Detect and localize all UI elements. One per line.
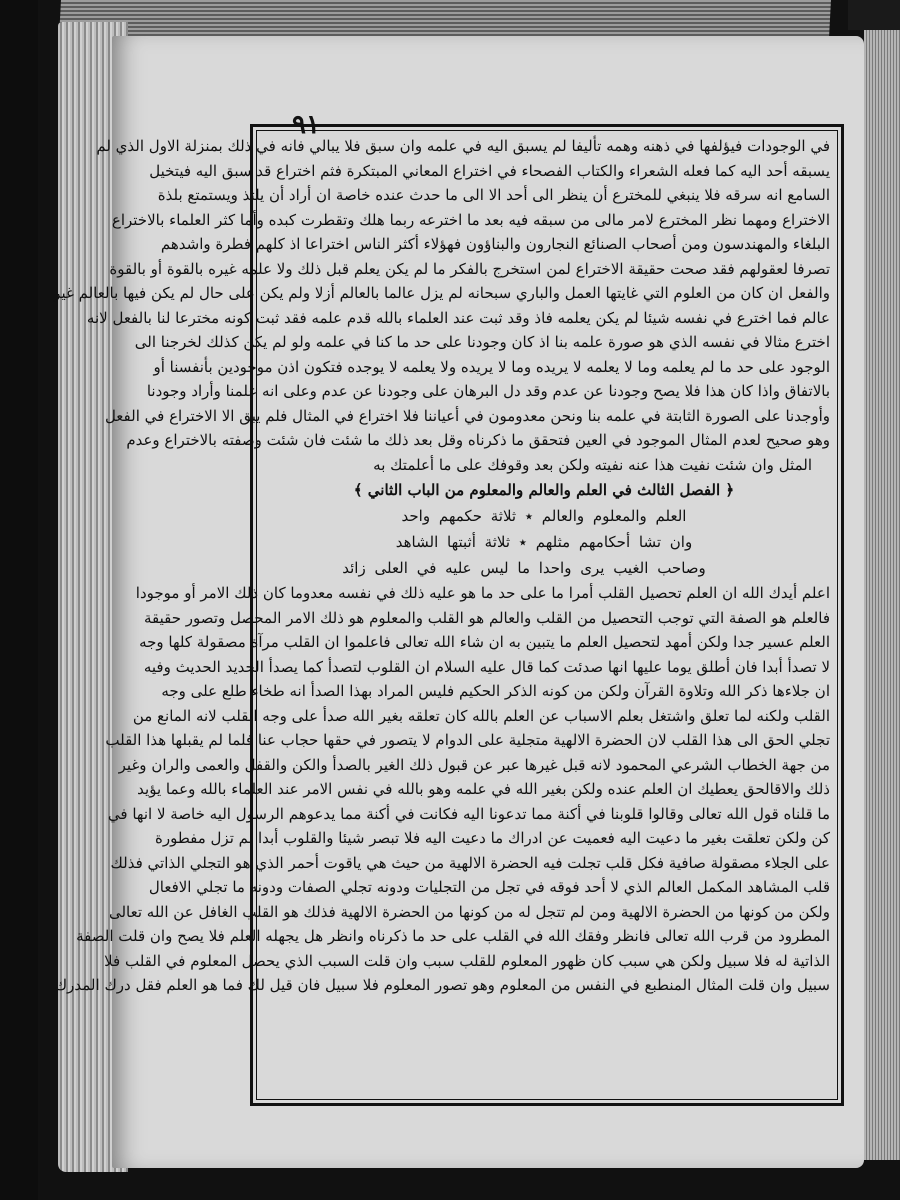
text-line: اخترع مثالا في نفسه الذي هو صورة علمه بنا اذ كان وجودنا على حد ما كنا في علمه ولو لم يكن كذلك لخرجنا الى xyxy=(134,333,830,351)
text-line: القلب ولكنه لما تعلق واشتغل بعلم الاسباب عن العلم بالله كان تعلقه بغير الله صدأ على وجه القلب لانه المانع من xyxy=(132,706,830,725)
text-line: ان جلاءها ذكر الله وتلاوة القرآن ولكن من كونه الذكر الحكيم فليس المراد بهذا الصدأ انه طخاء طلع على وجه xyxy=(161,682,830,700)
text-line: الوجود على حد ما لم يعلمه وما لا يعلمه لا يريده وما لا يريده ولا يعلمه لا يوجده فتكون اذن موجودين بأنفسنا أو xyxy=(153,357,830,376)
text-line: اعلم أيدك الله ان العلم تحصيل القلب أمرا ما على حد ما هو عليه ذلك في نفسه معدوما كان ذلك الامر أو موجودا xyxy=(135,584,830,602)
text-line: سبيل وان قلت المثال المنطبع في النفس من المعلوم وهو تصور المعلوم فلا سبيل فان قيل لك فما هو العلم فقل درك المدرك xyxy=(54,976,830,994)
text-line: عالم فما اخترع في نفسه شيئا لم يكن يعلمه فاذ وقد ثبت عند العلماء بالله قدم علمه فقد ثبت كونه مخترعا لنا بالفعل لانه xyxy=(86,308,830,327)
text-line: والفعل ان كان من العلوم التي غايتها العمل والباري سبحانه لم يزل عالما بالعالم أزلا ولم يكن على حال لم يكن فيها بالعالم غير xyxy=(53,284,830,302)
text-line: وان تشا أحكامهم مثلهم ٭ ثلاثة أثبتها الشاهد xyxy=(395,533,693,551)
page-number: ٩١ xyxy=(292,110,320,140)
text-line: لا تصدأ أبدا فان أطلق يوما عليها انها صدئت كما قال عليه السلام ان القلوب لتصدأ كما يصدأ الحديد الحديث وفيه xyxy=(143,657,830,676)
text-line: تصرفا لعقولهم فقد صحت حقيقة الاختراع لمن استخرج بالفكر ما لم يكن يعلم قبل ذلك ولا علمه غيره بالقوة أو بالقوة xyxy=(109,259,830,278)
text-line: من جهة الخطاب الشرعي المحمود لانه قبل غيرها عبر عن قبول ذلك الغير بالصدأ والكن والقفل والعمى والران وغير xyxy=(118,755,830,774)
text-line: ذلك والاقالحق يعطيك ان العلم عنده ولكن بغير الله في علمه وهو بالله في نفس الامر عند العلماء بالله وعما يؤيد xyxy=(137,780,830,798)
right-page-stack xyxy=(864,30,900,1160)
text-line: البلغاء والمهندسون ومن أصحاب الصنائع النجارون والبناؤون فهؤلاء أكثر الناس اختراعا اذ كلهم فطرة واشدهم xyxy=(160,235,830,253)
text-line: يسبقه أحد اليه كما فعله الشعراء والكتاب الفصحاء في اختراع المعاني المبتكرة فثم اختراع قد سبق اليه فيتخيل xyxy=(149,161,830,180)
text-line: وهو صحيح لعدم المثال الموجود في العين فتحقق ما ذكرناه وقل بعد ذلك ما شئت فان شئت وصفته بالاختراع وعدم xyxy=(126,431,830,449)
section-heading: ﴿ الفصل الثالث في العلم والعالم والمعلوم من الباب الثاني ﴾ xyxy=(353,481,735,499)
text-line: تجلي الحق الى هذا القلب لان الحضرة الالهية متجلية على الدوام لا يتصور في حقها حجاب عنا فلما لم يقبلها هذا القلب xyxy=(105,731,830,749)
text-line: في الوجودات فيؤلفها في ذهنه وهمه تأليفا لم يسبق اليه في علمه وان سبق فلا يبالي فانه في ذلك بمنزلة الاول الذي لم xyxy=(96,137,830,155)
text-line: على الجلاء مصقولة صافية فكل قلب تجلت فيه الحضرة الالهية من حيث هي ياقوت أحمر الذي هو التجلي الذاتي فذلك xyxy=(110,853,830,872)
paragraph-1 xyxy=(53,134,832,477)
text-line: قلب المشاهد المكمل العالم الذي لا أحد فوقه في تجل من التجليات ودونه تجلي الصفات ودونه ما تجلي الافعال xyxy=(148,878,830,896)
text-line: ولكن من كونها من الحضرة الالهية ومن لم تتجل له من كونها من الحضرة الالهية فذلك هو القلب الغافل عن الله تعالى xyxy=(108,902,830,921)
text-line: المثل وان شئت نفيت هذا عنه نفيته ولكن بعد وقوفك على ما أعلمتك به xyxy=(373,455,812,474)
text-line: كن ولكن تعلقت بغير ما دعيت اليه فعميت عن ادراك ما دعيت اليه فلا تبصر شيئا والقلوب أبدا لم تزل مفطورة xyxy=(154,829,830,847)
text-line: ما قلناه قول الله تعالى وقالوا قلوبنا في أكنة مما تدعونا اليه فكانت في أكنة مما يدعوهم الرسول اليه خاصة لا انها في xyxy=(107,804,830,823)
text-line: فالعلم هو الصفة التي توجب التحصيل من القلب والعالم هو القلب والمعلوم هو ذلك الامر المحصل وتصور حقيقة xyxy=(144,608,830,627)
book-corner xyxy=(848,0,900,30)
top-page-edges xyxy=(59,0,831,38)
verse-block xyxy=(256,503,832,581)
text-line: العلم والمعلوم والعالم ٭ ثلاثة حكمهم واحد xyxy=(401,507,687,525)
text-line: المطرود من قرب الله تعالى فانظر وفقك الله في القلب على حد ما ذكرناه وانظر هل يجهله العلم فلا يصح وان قلت الصفة xyxy=(76,927,830,945)
text-line: وأوجدنا على الصورة الثابتة في علمه بنا ونحن معدومون في أعياننا فلا اختراع في المثال فلم يبق الا الاختراع في الفعل xyxy=(104,406,830,425)
text-line: وصاحب الغيب يرى واحدا ما ليس عليه في العلى زائد xyxy=(342,559,706,577)
text-line: بالاتفاق واذا كان هذا فلا يصح وجودنا عن عدم وقد دل البرهان على وجودنا عن عدم وعلى انه علمنا وأراد وجودنا xyxy=(146,382,830,400)
text-block xyxy=(53,134,832,1096)
paragraph-2 xyxy=(54,581,832,998)
text-line: السامع انه سرقه فلا ينبغي للمخترع أن ينظر الى أحد الا الى ما حدث عنده خاصة ان أراد أن يلتذ ويستمتع بلذة xyxy=(157,186,830,204)
text-line: الذاتية له فلا سبيل ولكن هي سبب كان ظهور المعلوم للقلب سبب وان قلت السبب الذي يحصل المعلوم في القلب فلا xyxy=(104,951,830,970)
text-line: العلم عسير جدا ولكن أمهد لتحصيل العلم ما يتبين به ان شاء الله تعالى فاعلموا ان القلب مرآة مصقولة كلها وجه xyxy=(139,633,830,651)
text-line: الاختراع ومهما نظر المخترع لامر مالى من سبقه فيه بعد ما اخترعه ربما هلك وتقطرت كبده وأما كثر العلماء بالاختراع xyxy=(111,210,830,229)
